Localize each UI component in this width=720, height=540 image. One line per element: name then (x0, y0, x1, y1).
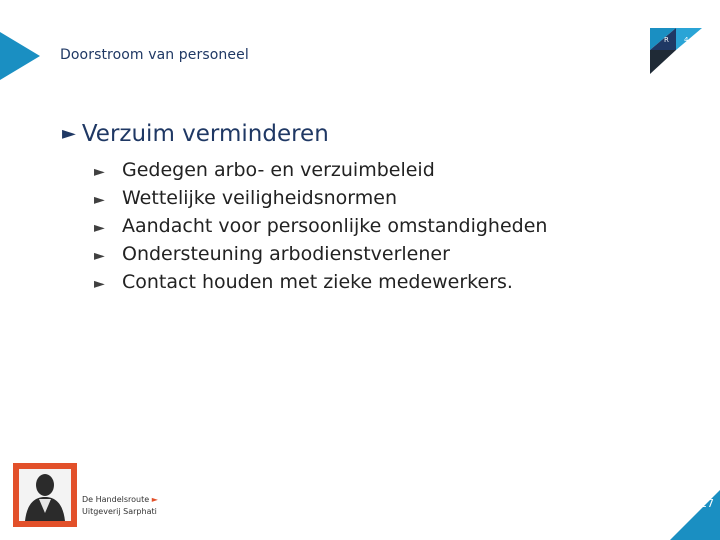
bullet-arrow-icon: ► (94, 164, 105, 180)
bullet-text: Contact houden met zieke medewerkers. (122, 271, 513, 293)
heading-arrow-icon: ► (62, 123, 76, 144)
bullet-text: Wettelijke veiligheidsnormen (122, 187, 398, 209)
bullet-arrow-icon: ► (94, 276, 105, 292)
bullet-text: Aandacht voor persoonlijke omstandigheden (122, 215, 548, 237)
slide-header-title: Doorstroom van personeel (60, 47, 249, 63)
brand-letter-r: R (664, 36, 669, 44)
bullet-arrow-icon: ► (94, 248, 105, 264)
bullet-arrow-icon: ► (94, 220, 105, 236)
brand-logo-icon (646, 24, 708, 76)
publisher-name (82, 494, 158, 518)
publisher-arrow-icon: ► (151, 495, 158, 504)
publisher-portrait-logo (13, 463, 77, 527)
publisher-line2: Uitgeverij Sarphati (82, 507, 157, 516)
page-number: 27 (700, 497, 714, 510)
brand-letter-4: 4 (684, 36, 689, 44)
slide-heading (62, 121, 329, 147)
bullet-arrow-icon: ► (94, 192, 105, 208)
heading-text: Verzuim verminderen (81, 121, 329, 147)
list-item (94, 184, 547, 212)
bullet-list (94, 156, 547, 296)
bullet-text: Gedegen arbo- en verzuimbeleid (122, 159, 435, 181)
list-item (94, 156, 547, 184)
publisher-line1: De Handelsroute (82, 495, 150, 504)
list-item (94, 240, 547, 268)
corner-decoration (0, 32, 40, 80)
list-item (94, 268, 547, 296)
list-item (94, 212, 547, 240)
bullet-text: Ondersteuning arbodienstverlener (122, 243, 450, 265)
